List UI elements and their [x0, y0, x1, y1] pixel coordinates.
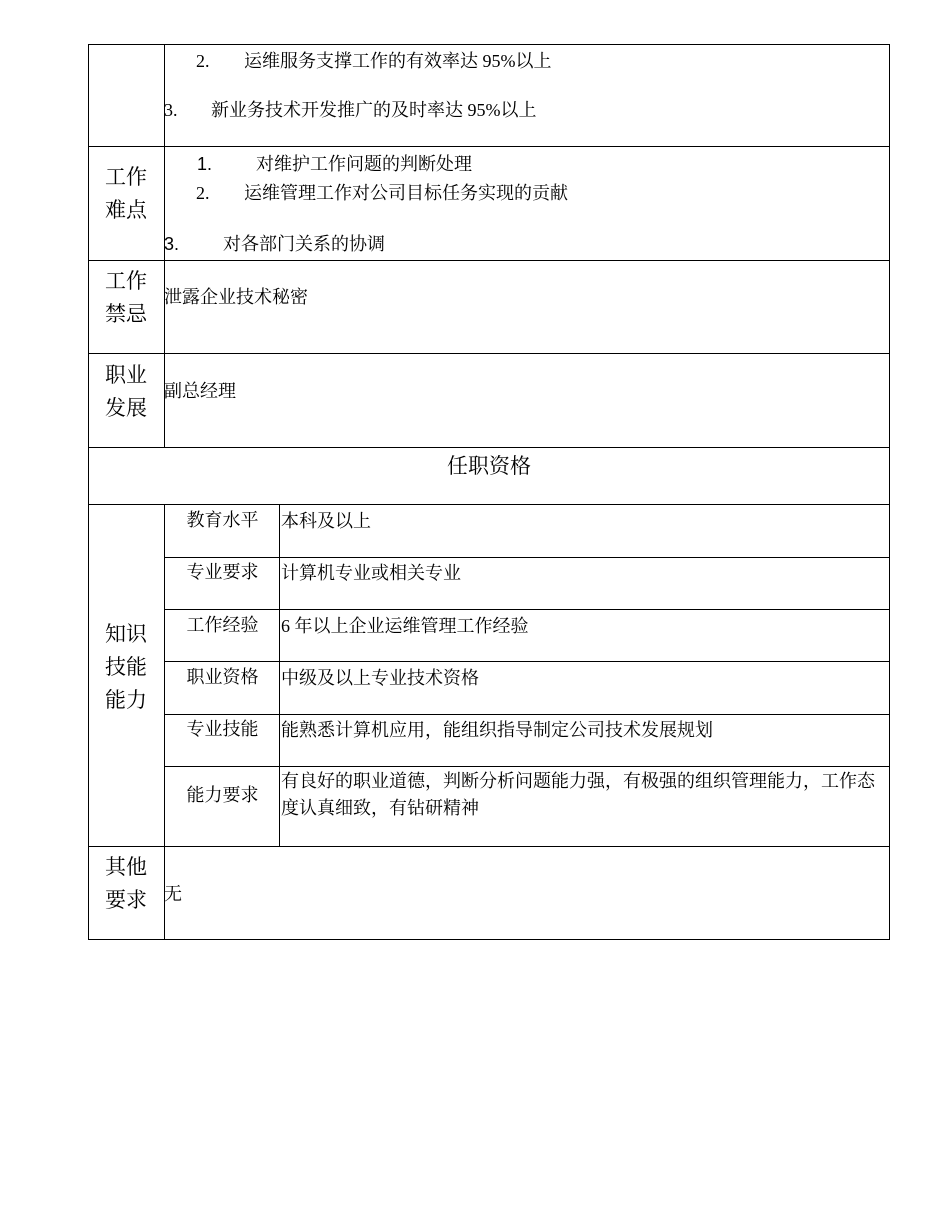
other-text: 无 — [164, 884, 182, 904]
qualification-value-ability: 有良好的职业道德，判断分析问题能力强，有极强的组织管理能力，工作态度认真细致，有钻研精神 — [281, 771, 875, 818]
qualification-label-certification: 职业资格 — [186, 667, 259, 688]
sub-row-divider — [165, 714, 890, 715]
sub-row-divider — [165, 661, 890, 662]
goal-item-number: 3. — [164, 100, 178, 120]
table-border-bottom — [88, 939, 890, 940]
qualification-label-skills: 专业技能 — [186, 719, 259, 740]
qualification-value-major: 计算机专业或相关专业 — [281, 563, 461, 583]
goal-item-number: 2. — [196, 51, 210, 71]
qualification-label-major: 专业要求 — [186, 562, 259, 583]
other-label: 其他 要求 — [105, 855, 147, 912]
difficulty-item-number: 1. — [197, 154, 213, 174]
qualification-value-certification: 中级及以上专业技术资格 — [281, 668, 479, 688]
career-text: 副总经理 — [164, 381, 236, 401]
difficulty-item-text: 运维管理工作对公司目标任务实现的贡献 — [244, 183, 568, 203]
qualification-label-experience: 工作经验 — [186, 615, 259, 636]
row-divider — [88, 260, 890, 261]
table-border-top — [88, 44, 890, 45]
difficulty-item-number: 2. — [196, 183, 210, 203]
goal-item-text: 运维服务支撑工作的有效率达 95%以上 — [244, 51, 552, 71]
difficulties-label: 工作 难点 — [105, 165, 147, 222]
row-divider — [88, 353, 890, 354]
goal-item-text: 新业务技术开发推广的及时率达 95%以上 — [211, 100, 537, 120]
sub-row-divider — [165, 609, 890, 610]
row-divider — [88, 504, 890, 505]
qualifications-heading: 任职资格 — [447, 454, 531, 478]
row-divider — [88, 447, 890, 448]
career-label: 职业 发展 — [105, 363, 147, 420]
row-divider — [88, 146, 890, 147]
qualification-label-ability: 能力要求 — [186, 785, 259, 806]
difficulty-item-text: 对维护工作问题的判断处理 — [256, 154, 472, 174]
table-border-right — [889, 44, 890, 940]
sub-row-divider — [165, 557, 890, 558]
qualification-value-experience: 6 年以上企业运维管理工作经验 — [281, 616, 529, 636]
difficulty-item-text: 对各部门关系的协调 — [223, 234, 385, 254]
taboos-text: 泄露企业技术秘密 — [164, 287, 308, 307]
row-divider — [88, 846, 890, 847]
taboos-label: 工作 禁忌 — [105, 269, 147, 326]
sub-row-divider — [165, 766, 890, 767]
difficulty-item-number: 3. — [164, 234, 180, 254]
skills-group-label: 知识 技能 能力 — [105, 622, 147, 712]
qualification-label-education: 教育水平 — [186, 510, 259, 531]
qualification-value-education: 本科及以上 — [281, 511, 371, 531]
qualification-value-skills: 能熟悉计算机应用，能组织指导制定公司技术发展规划 — [281, 720, 713, 740]
